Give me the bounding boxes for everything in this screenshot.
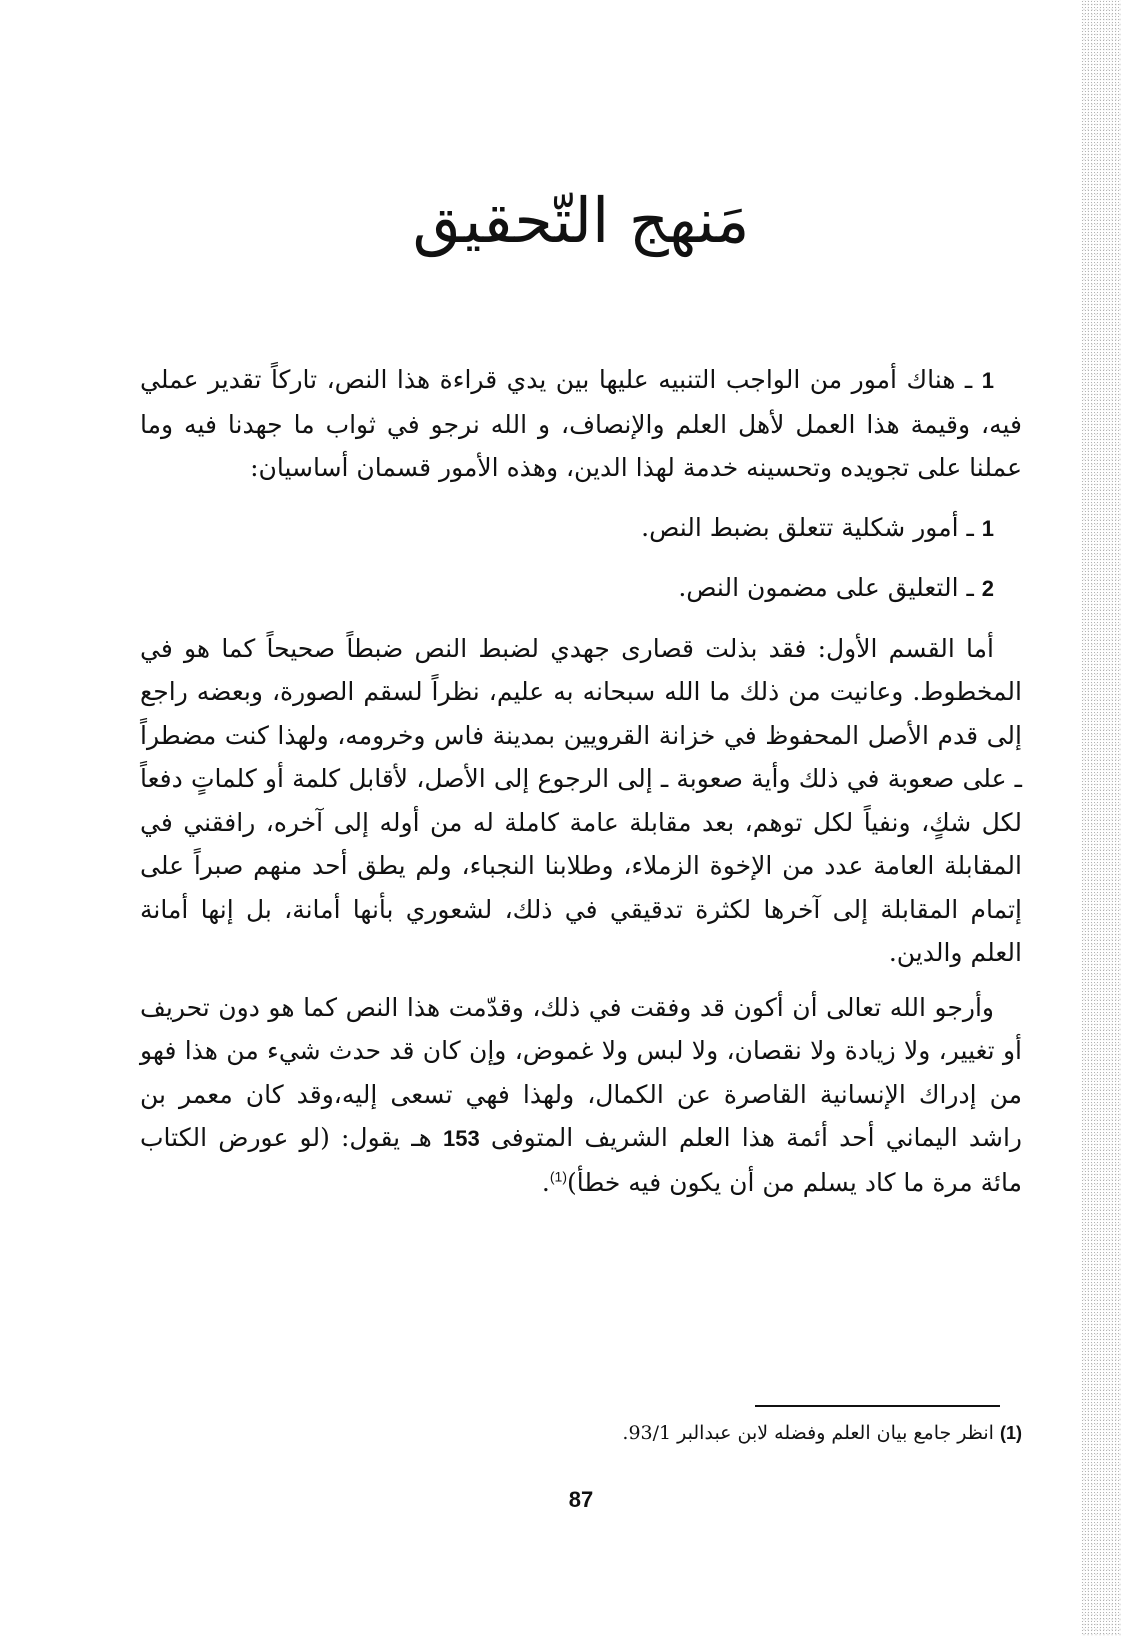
death-year: 153 [442, 1126, 480, 1151]
list-item-1 [140, 506, 1022, 551]
section2-text: وأرجو الله تعالى أن أكون قد وفقت في ذلك، وقدّمت هذا النص كما هو دون تحريف أو تغيير، ولا زيادة ولا نقصان، ولا لبس ولا غموض، وإن كان قد حدث شيء من هذا فهو من إدراك الإنسانية القاصرة عن الكمال، ولهذا فهي تسعى إليه،وقد كان معمر بن راشد اليماني أحد أئمة هذا العلم الشريف المتوفى [140, 992, 1022, 1152]
list-item-2 [140, 566, 1022, 611]
footnote-divider [755, 1405, 1000, 1407]
footnote [162, 1418, 1022, 1448]
footnote-text: انظر جامع بيان العلم وفضله لابن عبدالبر 93/1. [622, 1422, 1000, 1444]
section1-paragraph: أما القسم الأول: فقد بذلت قصارى جهدي لضبط النص ضبطاً صحيحاً كما هو في المخطوط. وعانيت من ذلك ما الله سبحانه به عليم، نظراً لسقم الصورة، وبعضه راجع إلى قدم الأصل المحفوظ في خزانة القرويين بمدينة فاس وخرومه، ولهذا كنت مضطراً ـ على صعوبة في ذلك وأية صعوبة ـ إلى الرجوع إلى الأصل، لأقابل كلمة أو كلماتٍ دفعاً لكل شكٍ، ونفياً لكل توهم، بعد مقابلة عامة كاملة له من أوله إلى آخره، رافقني في المقابلة العامة عدد من الإخوة الزملاء، وطلابنا النجباء، ولم يطق أحد منهم صبراً على إتمام المقابلة إلى آخرها لكثرة تدقيقي في ذلك، لشعوري بأنها أمانة، بل إنها أمانة العلم والدين. [140, 633, 1022, 967]
list-item-text: ـ أمور شكلية تتعلق بضبط النص. [641, 512, 982, 542]
body-text [140, 358, 1022, 1215]
list-item-text: ـ التعليق على مضمون النص. [678, 573, 982, 602]
intro-number: 1 [981, 368, 994, 393]
section2-tail: هـ يقول: (لو عورض الكتاب مائة مرة ما كاد يسلم من أن يكون فيه خطأ) [140, 1123, 1022, 1197]
intro-paragraph [140, 358, 1022, 490]
intro-text: ـ هناك أمور من الواجب التنبيه عليها بين يدي قراءة هذا النص، تاركاً تقدير عملي فيه، وقيمة هذا العمل لأهل العلم والإنصاف، و الله نرجو في ثواب ما جهدنا فيه وما عملنا على تجويده وتحسينه خدمة لهذا الدين، وهذه الأمور قسمان أساسيان: [140, 365, 1022, 482]
footnote-reference[interactable]: (1) [549, 1168, 567, 1185]
page-title: مَنهج التّحقيق [412, 184, 750, 257]
document-page [140, 0, 1022, 1636]
page-number: 87 [568, 1487, 594, 1512]
section2-end: . [541, 1167, 550, 1197]
scanned-page-edge [1081, 0, 1121, 1636]
section2-paragraph [140, 986, 1022, 1205]
list-item-number: 2 [981, 576, 994, 601]
footnote-mark: (1) [999, 1423, 1022, 1443]
list-item-number: 1 [981, 515, 994, 541]
